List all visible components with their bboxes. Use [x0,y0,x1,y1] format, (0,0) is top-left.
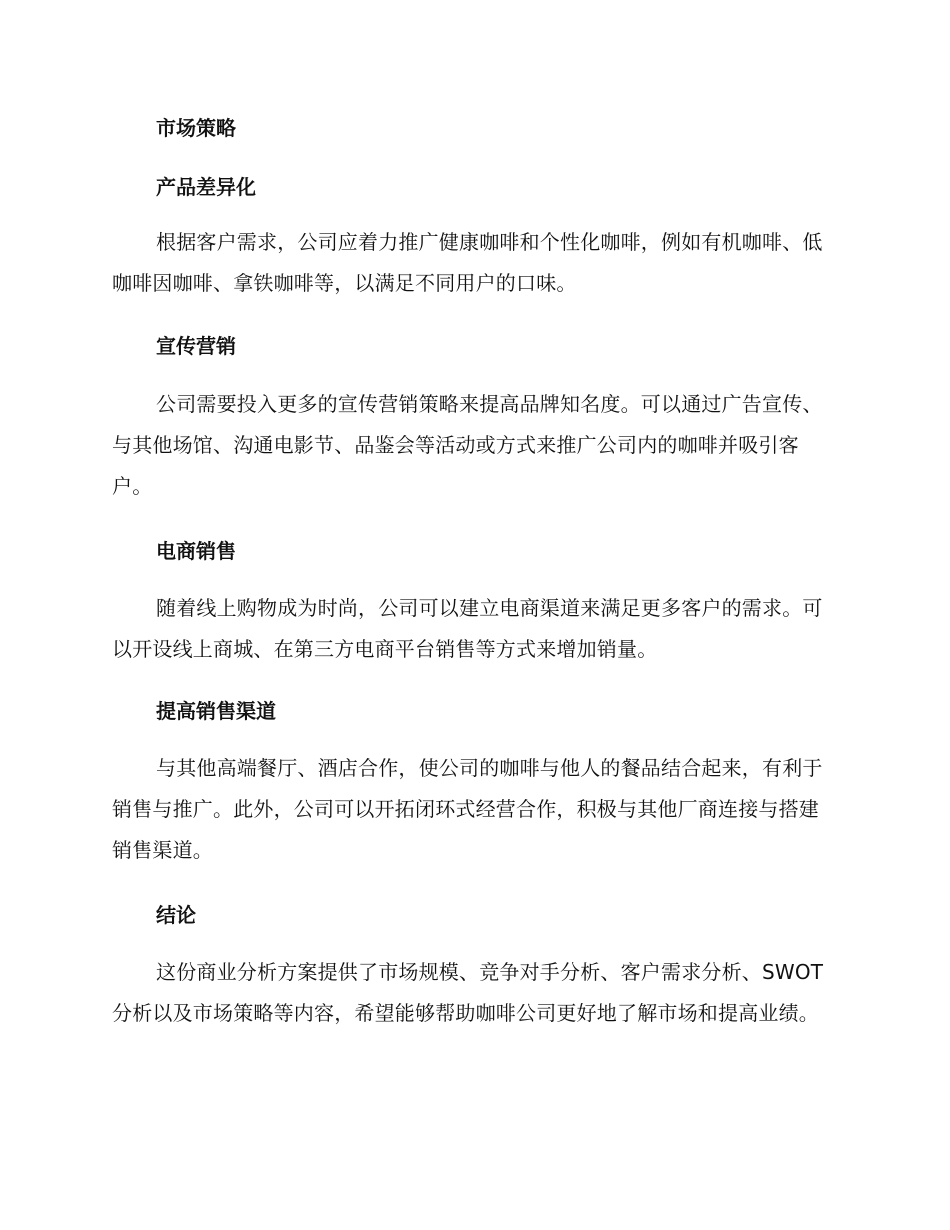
section-heading-ecommerce: 电商销售 [156,539,236,563]
section-heading-product-differentiation: 产品差异化 [156,175,256,199]
section-heading-sales-channels: 提高销售渠道 [156,699,276,723]
paragraph-sales-channels: 与其他高端餐厅、酒店合作，使公司的咖啡与他人的餐品结合起来，有利于销售与推广。此外，公司可以开拓闭环式经营合作，积极与其他厂商连接与搭建销售渠道。 [112,756,823,862]
paragraph-product-differentiation: 根据客户需求，公司应着力推广健康咖啡和个性化咖啡，例如有机咖啡、低咖啡因咖啡、拿铁咖啡等，以满足不同用户的口味。 [112,230,823,295]
section-heading-market-strategy: 市场策略 [156,116,236,140]
paragraph-marketing: 公司需要投入更多的宣传营销策略来提高品牌知名度。可以通过广告宣传、与其他场馆、沟通电影节、品鉴会等活动或方式来推广公司内的咖啡并吸引客户。 [112,392,823,498]
section-heading-marketing: 宣传营销 [156,334,236,358]
paragraph-conclusion: 这份商业分析方案提供了市场规模、竞争对手分析、客户需求分析、SWOT分析以及市场策略等内容，希望能够帮助咖啡公司更好地了解市场和提高业绩。 [112,960,824,1025]
paragraph-ecommerce: 随着线上购物成为时尚，公司可以建立电商渠道来满足更多客户的需求。可以开设线上商城、在第三方电商平台销售等方式来增加销量。 [112,596,823,661]
section-heading-conclusion: 结论 [156,903,196,927]
